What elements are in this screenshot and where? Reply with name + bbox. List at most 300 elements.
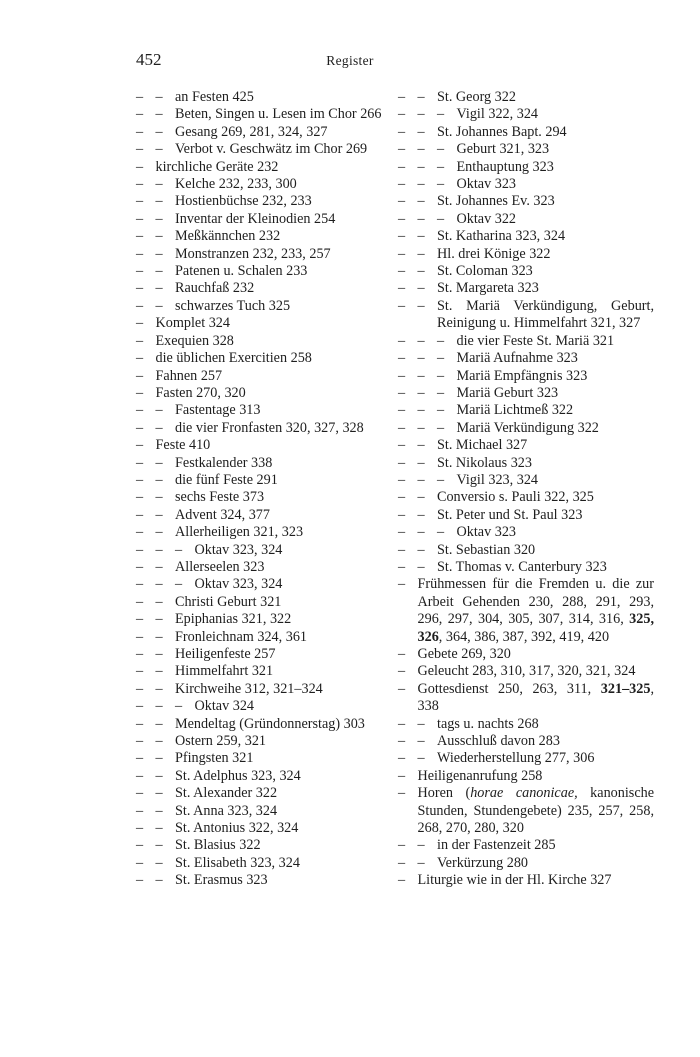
index-entry [398, 716, 654, 733]
index-dash: – [398, 350, 406, 367]
index-entry [136, 646, 389, 663]
index-entry-tail: , 364, 386, 387, 392, 419, 420 [438, 628, 610, 645]
index-entry [398, 280, 654, 297]
index-entry [398, 733, 654, 750]
index-entry-text: Exequien 328 [155, 332, 234, 349]
index-entry-text: Fahnen 257 [155, 367, 223, 384]
index-dash: – [437, 471, 445, 488]
index-dash: – [155, 524, 163, 541]
index-entry [136, 594, 389, 611]
index-dash: – [155, 680, 163, 697]
index-dash: – [398, 872, 406, 889]
index-entry-text: die üblichen Exercitien 258 [155, 350, 312, 367]
index-entry-text: Inventar der Kleinodien 254 [175, 210, 336, 227]
index-entry-text: Enthauptung 323 [456, 158, 554, 175]
index-dash: – [155, 89, 163, 105]
index-entry [398, 837, 654, 854]
index-entry [136, 837, 389, 854]
index-dash: – [417, 297, 425, 314]
index-dash: – [398, 419, 406, 436]
index-entry-text: Gottesdienst 250, 263, 311, [417, 680, 601, 697]
index-dash: – [417, 715, 425, 732]
index-dash: – [398, 193, 406, 210]
index-dash: – [136, 663, 144, 680]
index-dash: – [136, 402, 144, 419]
index-entry-text: St. Margareta 323 [437, 280, 539, 297]
index-dash: – [398, 280, 406, 297]
index-entry-text: in der Fastenzeit 285 [437, 837, 556, 854]
index-dash: – [136, 611, 144, 628]
index-entry-text: kirchliche Geräte 232 [155, 158, 279, 175]
index-dash: – [155, 558, 163, 575]
index-dash: – [155, 402, 163, 419]
index-entry-text: Fastentage 313 [175, 402, 261, 419]
index-dash: – [417, 419, 425, 436]
running-title: Register [326, 53, 374, 68]
index-entry-text: St. Erasmus 323 [175, 872, 268, 889]
index-entry-text: Kirchweihe 312, 321–324 [175, 680, 323, 697]
index-dash: – [417, 402, 425, 419]
index-entry-text: St. Johannes Bapt. 294 [437, 123, 567, 140]
index-entry [398, 524, 654, 541]
index-dash: – [417, 489, 425, 506]
index-dash: – [155, 611, 163, 628]
index-entry [398, 141, 654, 158]
index-entry [136, 298, 389, 315]
index-dash: – [417, 350, 425, 367]
index-dash: – [136, 750, 144, 767]
index-dash: – [155, 506, 163, 523]
index-entry-text: Verbot v. Geschwätz im Chor 269 [175, 141, 368, 158]
index-dash: – [136, 332, 144, 349]
index-entry [136, 663, 389, 680]
index-entry-text: tags u. nachts 268 [437, 715, 539, 732]
index-dash: – [398, 471, 406, 488]
index-entry [398, 768, 654, 785]
index-dash: – [136, 210, 144, 227]
index-dash: – [155, 593, 163, 610]
index-dash: – [398, 210, 406, 227]
index-entry-text: Oktav 323, 324 [194, 541, 283, 558]
index-entry [136, 263, 389, 280]
index-entry-text: Christi Geburt 321 [175, 593, 282, 610]
index-dash: – [417, 176, 425, 193]
index-dash: – [175, 541, 183, 558]
index-entry-text: Mendeltag (Gründonnerstag) 303 [175, 715, 365, 732]
index-entry-text: Gesang 269, 281, 324, 327 [175, 123, 328, 140]
index-entry [136, 542, 389, 559]
index-dash: – [136, 471, 144, 488]
index-entry [398, 106, 654, 123]
index-entry-text: Oktav 324 [194, 698, 255, 715]
index-entry-text: Heiligenfeste 257 [175, 646, 276, 662]
index-dash: – [417, 245, 425, 262]
index-entry-text: St. Nikolaus 323 [437, 454, 532, 471]
index-dash: – [136, 785, 144, 802]
index-entry [136, 507, 389, 524]
index-entry-text: St. Thomas v. Canterbury 323 [437, 558, 607, 575]
index-dash: – [417, 193, 425, 210]
index-dash: – [417, 837, 425, 854]
index-entry-text: Rauchfaß 232 [175, 280, 255, 297]
index-dash: – [398, 854, 406, 871]
index-dash: – [437, 402, 445, 419]
index-entry [398, 193, 654, 210]
index-dash: – [417, 437, 425, 454]
index-dash: – [398, 332, 406, 349]
index-dash: – [398, 750, 406, 767]
index-dash: – [136, 506, 144, 523]
index-entry [398, 368, 654, 385]
index-entry-tail: , 338 [417, 680, 654, 715]
page-number: 452 [136, 50, 162, 69]
index-dash: – [136, 646, 144, 662]
index-dash: – [155, 750, 163, 767]
index-dash: – [155, 123, 163, 140]
index-entry-text: Wiederherstellung 277, 306 [437, 750, 595, 767]
index-entry [136, 820, 389, 837]
index-entry [398, 855, 654, 872]
index-dash: – [398, 541, 406, 558]
index-entry-text: Gebete 269, 320 [417, 646, 511, 662]
index-dash: – [155, 854, 163, 871]
index-dash: – [155, 663, 163, 680]
index-entry-text: Mariä Lichtmeß 322 [456, 402, 574, 419]
index-entry [398, 472, 654, 489]
index-entry [398, 542, 654, 559]
index-dash: – [398, 524, 406, 541]
index-entry [136, 437, 389, 454]
index-entry-text: die fünf Feste 291 [175, 471, 278, 488]
index-entry-text: St. Antonius 322, 324 [175, 820, 299, 837]
index-entry [136, 368, 389, 385]
index-entry-text: Liturgie wie in der Hl. Kirche 327 [417, 872, 612, 889]
index-dash: – [398, 402, 406, 419]
index-dash: – [417, 141, 425, 158]
index-entry-text: Epiphanias 321, 322 [175, 611, 292, 628]
index-dash: – [136, 802, 144, 819]
index-dash: – [398, 297, 406, 314]
index-entry-text: Oktav 323, 324 [194, 576, 283, 593]
index-entry [136, 193, 389, 210]
index-dash: – [155, 210, 163, 227]
index-dash: – [398, 837, 406, 854]
index-entry-text: Patenen u. Schalen 233 [175, 263, 308, 280]
index-entry [136, 385, 389, 402]
index-dash: – [417, 854, 425, 871]
index-dash: – [136, 158, 144, 175]
index-dash: – [155, 785, 163, 802]
index-dash: – [136, 176, 144, 193]
index-column-left [136, 89, 389, 890]
index-dash: – [136, 524, 144, 541]
index-entry-text: Fasten 270, 320 [155, 384, 246, 401]
index-entry [136, 733, 389, 750]
index-entry [398, 576, 654, 646]
index-entry-text: Hostienbüchse 232, 233 [175, 193, 312, 210]
index-dash: – [398, 89, 406, 105]
index-dash: – [136, 820, 144, 837]
index-dash: – [417, 263, 425, 280]
index-entry [398, 263, 654, 280]
index-dash: – [155, 297, 163, 314]
index-dash: – [136, 454, 144, 471]
index-dash: – [398, 384, 406, 401]
index-dash: – [398, 558, 406, 575]
index-entry [136, 524, 389, 541]
index-dash: – [398, 454, 406, 471]
index-dash: – [155, 141, 163, 158]
index-entry [136, 124, 389, 141]
index-dash: – [417, 384, 425, 401]
index-entry-text: Mariä Geburt 323 [456, 384, 559, 401]
index-dash: – [417, 558, 425, 575]
index-entry [398, 176, 654, 193]
index-entry-text: Mariä Empfängnis 323 [456, 367, 588, 384]
index-entry-text: sechs Feste 373 [175, 489, 265, 506]
index-entry-text: St. Adelphus 323, 324 [175, 767, 301, 784]
index-entry-text: Geleucht 283, 310, 317, 320, 321, 324 [417, 663, 636, 680]
index-entry [398, 663, 654, 680]
index-entry [136, 280, 389, 297]
index-dash: – [398, 646, 406, 662]
index-dash: – [398, 663, 406, 680]
index-entry-text: Oktav 323 [456, 176, 517, 193]
index-dash: – [398, 489, 406, 506]
index-dash: – [155, 454, 163, 471]
index-entry-text: Allerheiligen 321, 323 [175, 524, 304, 541]
index-dash: – [398, 367, 406, 384]
index-entry [398, 124, 654, 141]
index-dash: – [136, 245, 144, 262]
index-dash: – [417, 367, 425, 384]
index-entry-text: Allerseelen 323 [175, 558, 265, 575]
index-entry [136, 489, 389, 506]
index-dash: – [417, 280, 425, 297]
index-entry-text: die vier Fronfasten 320, 327, 328 [175, 419, 364, 436]
index-dash: – [136, 280, 144, 297]
index-entry-text: Meßkännchen 232 [175, 228, 281, 245]
index-dash: – [136, 106, 144, 123]
index-entry [398, 559, 654, 576]
index-dash: – [155, 280, 163, 297]
index-entry [398, 333, 654, 350]
index-dash: – [155, 245, 163, 262]
index-dash: – [136, 489, 144, 506]
index-dash: – [417, 158, 425, 175]
index-entry-bold-pages: 325, 326 [417, 611, 654, 645]
index-entry-text: Oktav 322 [456, 210, 517, 227]
index-dash: – [136, 123, 144, 140]
index-dash: – [437, 176, 445, 193]
index-entry [398, 89, 654, 106]
index-entry-bold-pages: 321–325 [600, 680, 651, 697]
index-entry [136, 420, 389, 437]
index-entry [398, 489, 654, 506]
index-entry [398, 785, 654, 837]
index-entry [136, 559, 389, 576]
index-entry-text: an Festen 425 [175, 89, 254, 105]
index-entry [398, 455, 654, 472]
index-entry [398, 228, 654, 245]
index-dash: – [437, 141, 445, 158]
index-dash: – [175, 698, 183, 715]
index-dash: – [136, 437, 144, 454]
index-dash: – [136, 698, 144, 715]
index-dash: – [136, 193, 144, 210]
index-entry-text: St. Blasius 322 [175, 837, 261, 854]
index-dash: – [437, 158, 445, 175]
index-entry [398, 646, 654, 663]
index-entry-text: Monstranzen 232, 233, 257 [175, 245, 331, 262]
index-entry-text: St. Coloman 323 [437, 263, 533, 280]
index-entry [136, 176, 389, 193]
index-dash: – [417, 123, 425, 140]
index-dash: – [136, 558, 144, 575]
index-dash: – [417, 454, 425, 471]
index-dash: – [417, 210, 425, 227]
index-entry-tail: kanonische Stunden, Stundengebete) 235, 257, 258, 268, 270, 280, 320 [417, 785, 655, 837]
index-entry-text: Geburt 321, 323 [456, 141, 550, 158]
index-dash: – [155, 106, 163, 123]
index-dash: – [155, 698, 163, 715]
index-dash: – [136, 733, 144, 750]
index-entry-italic: horae canonicae, [470, 785, 578, 802]
index-entry [136, 681, 389, 698]
index-dash: – [136, 628, 144, 645]
index-entry [398, 420, 654, 437]
index-entry [136, 629, 389, 646]
index-dash: – [437, 210, 445, 227]
index-dash: – [155, 837, 163, 854]
index-entry [398, 872, 654, 889]
index-entry-text: Feste 410 [155, 437, 211, 454]
index-entry [136, 611, 389, 628]
index-dash: – [398, 785, 406, 802]
index-dash: – [136, 541, 144, 558]
index-entry [398, 350, 654, 367]
index-dash: – [155, 576, 163, 593]
index-entry-text: Vigil 323, 324 [456, 471, 539, 488]
index-entry-text: St. Mariä Verkündigung, Geburt, Reinigung u. Himmelfahrt 321, 327 [437, 297, 654, 332]
index-dash: – [417, 541, 425, 558]
index-dash: – [398, 680, 406, 697]
index-dash: – [155, 489, 163, 506]
index-dash: – [398, 141, 406, 158]
index-entry-text: Horen ( [417, 785, 471, 802]
index-dash: – [136, 680, 144, 697]
index-dash: – [136, 141, 144, 158]
index-entry-text: Pfingsten 321 [175, 750, 254, 767]
index-entry [136, 141, 389, 158]
index-entry-text: Frühmessen für die Fremden u. die zur Arbeit Gehenden 230, 288, 291, 293, 296, 297, 304, 305, 307, 314, 316, [417, 576, 654, 628]
index-dash: – [136, 367, 144, 384]
index-entry-text: St. Peter und St. Paul 323 [437, 506, 583, 523]
index-dash: – [417, 228, 425, 245]
index-entry [398, 385, 654, 402]
index-entry-text: St. Alexander 322 [175, 785, 278, 802]
index-dash: – [155, 471, 163, 488]
index-entry-text: Vigil 322, 324 [456, 106, 539, 123]
index-dash: – [398, 437, 406, 454]
index-entry [136, 698, 389, 715]
index-dash: – [136, 228, 144, 245]
index-entry-text: Mariä Aufnahme 323 [456, 350, 578, 367]
index-entry-text: Hl. drei Könige 322 [437, 245, 551, 262]
index-entry [398, 298, 654, 333]
index-dash: – [398, 715, 406, 732]
index-dash: – [136, 263, 144, 280]
index-entry-text: Ausschluß davon 283 [437, 733, 560, 750]
index-dash: – [136, 767, 144, 784]
index-column-right [398, 89, 654, 890]
index-dash: – [417, 106, 425, 123]
index-entry-text: Komplet 324 [155, 315, 230, 332]
index-entry [398, 507, 654, 524]
index-dash: – [155, 628, 163, 645]
index-dash: – [155, 733, 163, 750]
index-entry-text: St. Michael 327 [437, 437, 528, 454]
index-dash: – [136, 315, 144, 332]
index-entry [136, 350, 389, 367]
index-dash: – [437, 350, 445, 367]
index-dash: – [155, 715, 163, 732]
index-dash: – [155, 646, 163, 662]
index-dash: – [437, 106, 445, 123]
index-dash: – [155, 802, 163, 819]
index-dash: – [136, 593, 144, 610]
index-dash: – [398, 123, 406, 140]
index-entry [136, 315, 389, 332]
index-entry [136, 576, 389, 593]
index-entry [136, 246, 389, 263]
index-entry [398, 402, 654, 419]
index-entry-text: schwarzes Tuch 325 [175, 297, 291, 314]
index-dash: – [136, 89, 144, 105]
index-entry [136, 803, 389, 820]
index-entry-text: St. Katharina 323, 324 [437, 228, 566, 245]
index-entry [136, 872, 389, 889]
index-dash: – [155, 767, 163, 784]
index-dash: – [155, 419, 163, 436]
index-dash: – [136, 715, 144, 732]
index-entry-text: Ostern 259, 321 [175, 733, 267, 750]
index-entry [136, 785, 389, 802]
index-entry [136, 228, 389, 245]
index-dash: – [398, 245, 406, 262]
index-entry-text: St. Elisabeth 323, 324 [175, 854, 300, 871]
index-dash: – [417, 506, 425, 523]
index-entry-text: St. Johannes Ev. 323 [437, 193, 555, 210]
index-dash: – [398, 576, 406, 593]
index-dash: – [417, 750, 425, 767]
index-entry [136, 455, 389, 472]
index-dash: – [155, 193, 163, 210]
index-entry [136, 211, 389, 228]
index-dash: – [437, 384, 445, 401]
index-entry-text: Verkürzung 280 [437, 854, 529, 871]
index-dash: – [417, 733, 425, 750]
index-dash: – [398, 158, 406, 175]
index-dash: – [437, 419, 445, 436]
index-entry-text: Festkalender 338 [175, 454, 273, 471]
index-entry-text: die vier Feste St. Mariä 321 [456, 332, 615, 349]
index-entry [136, 716, 389, 733]
index-dash: – [136, 837, 144, 854]
index-dash: – [136, 384, 144, 401]
index-dash: – [398, 506, 406, 523]
index-dash: – [155, 820, 163, 837]
